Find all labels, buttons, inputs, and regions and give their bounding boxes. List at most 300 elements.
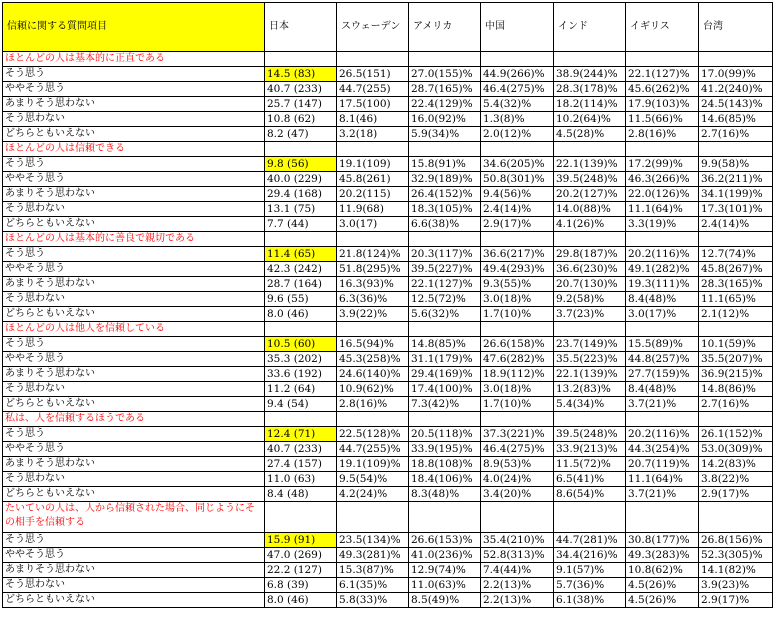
- answer-row: [3, 382, 773, 397]
- answer-row: [3, 82, 773, 97]
- empty-cell: [699, 412, 773, 427]
- value-cell: 20.2(116)%: [626, 247, 699, 262]
- value-cell: 50.8(301)%: [481, 172, 554, 187]
- value-cell: 25.7 (147): [265, 97, 337, 112]
- value-cell: 51.8(295)%: [337, 262, 409, 277]
- answer-row: [3, 67, 773, 82]
- value-cell: 36.6(217)%: [481, 247, 554, 262]
- value-cell: 33.9(195)%: [409, 442, 481, 457]
- answer-label: ややそう思う: [3, 172, 265, 187]
- answer-label: どちらともいえない: [3, 127, 265, 142]
- value-cell: 15.3(87)%: [337, 563, 409, 578]
- value-cell: 44.3(254)%: [626, 442, 699, 457]
- value-cell: 1.7(10)%: [481, 307, 554, 322]
- value-cell: 33.9(213)%: [554, 442, 626, 457]
- value-cell: 44.8(257)%: [626, 352, 699, 367]
- empty-cell: [337, 232, 409, 247]
- answer-label: あまりそう思わない: [3, 187, 265, 202]
- value-cell: 9.1(57)%: [554, 563, 626, 578]
- value-cell: 11.1(64)%: [626, 472, 699, 487]
- value-cell: 8.1(46): [337, 112, 409, 127]
- value-cell: 11.5(66)%: [626, 112, 699, 127]
- empty-cell: [265, 502, 337, 533]
- value-cell: 17.0(99)%: [699, 67, 773, 82]
- value-cell: 17.3(101)%: [699, 202, 773, 217]
- value-cell: 17.2(99)%: [626, 157, 699, 172]
- value-cell: 17.4(100)%: [409, 382, 481, 397]
- answer-label: そう思わない: [3, 472, 265, 487]
- value-cell: 11.2 (64): [265, 382, 337, 397]
- value-cell: 9.9(58)%: [699, 157, 773, 172]
- empty-cell: [409, 322, 481, 337]
- question-row: [3, 142, 773, 157]
- value-cell: 27.0(155)%: [409, 67, 481, 82]
- value-cell: 6.3(36)%: [337, 292, 409, 307]
- answer-label: そう思わない: [3, 382, 265, 397]
- value-cell: 6.5(41)%: [554, 472, 626, 487]
- empty-cell: [554, 412, 626, 427]
- value-cell: 22.1(127)%: [409, 277, 481, 292]
- highlighted-value-cell: 12.4 (71): [265, 427, 337, 442]
- value-cell: 11.9(68): [337, 202, 409, 217]
- header-country-india: インド: [554, 3, 626, 52]
- answer-label: あまりそう思わない: [3, 457, 265, 472]
- value-cell: 18.4(106)%: [409, 472, 481, 487]
- value-cell: 3.7(21)%: [626, 397, 699, 412]
- value-cell: 44.7(255): [337, 82, 409, 97]
- answer-row: [3, 472, 773, 487]
- value-cell: 39.5(248)%: [554, 172, 626, 187]
- value-cell: 31.1(179)%: [409, 352, 481, 367]
- value-cell: 10.8(62)%: [626, 563, 699, 578]
- value-cell: 34.6(205)%: [481, 157, 554, 172]
- value-cell: 44.9(266)%: [481, 67, 554, 82]
- value-cell: 16.0(92)%: [409, 112, 481, 127]
- value-cell: 33.6 (192): [265, 367, 337, 382]
- value-cell: 7.4(44)%: [481, 563, 554, 578]
- value-cell: 52.8(313)%: [481, 548, 554, 563]
- value-cell: 17.5(100): [337, 97, 409, 112]
- value-cell: 26.6(153)%: [409, 533, 481, 548]
- value-cell: 39.5(248)%: [554, 427, 626, 442]
- empty-cell: [481, 412, 554, 427]
- value-cell: 1.7(10)%: [481, 397, 554, 412]
- empty-cell: [481, 232, 554, 247]
- header-country-taiwan: 台湾: [699, 3, 773, 52]
- empty-cell: [699, 142, 773, 157]
- value-cell: 40.7 (233): [265, 82, 337, 97]
- value-cell: 40.7 (233): [265, 442, 337, 457]
- answer-label: どちらともいえない: [3, 593, 265, 608]
- answer-label: ややそう思う: [3, 352, 265, 367]
- value-cell: 2.4(14)%: [699, 217, 773, 232]
- answer-row: [3, 593, 773, 608]
- value-cell: 49.3(283)%: [626, 548, 699, 563]
- value-cell: 35.5(207)%: [699, 352, 773, 367]
- value-cell: 27.4 (157): [265, 457, 337, 472]
- value-cell: 14.8(86)%: [699, 382, 773, 397]
- empty-cell: [337, 142, 409, 157]
- empty-cell: [337, 322, 409, 337]
- answer-row: [3, 247, 773, 262]
- answer-label: そう思う: [3, 533, 265, 548]
- value-cell: 34.1(199)%: [699, 187, 773, 202]
- value-cell: 8.9(53)%: [481, 457, 554, 472]
- answer-row: [3, 442, 773, 457]
- empty-cell: [554, 142, 626, 157]
- value-cell: 11.1(65)%: [699, 292, 773, 307]
- value-cell: 14.2(83)%: [699, 457, 773, 472]
- value-cell: 41.0(236)%: [409, 548, 481, 563]
- value-cell: 24.6(140)%: [337, 367, 409, 382]
- empty-cell: [554, 52, 626, 67]
- value-cell: 9.5(54)%: [337, 472, 409, 487]
- empty-cell: [409, 232, 481, 247]
- empty-cell: [626, 322, 699, 337]
- value-cell: 14.8(85)%: [409, 337, 481, 352]
- value-cell: 26.4(152)%: [409, 187, 481, 202]
- value-cell: 7.7 (44): [265, 217, 337, 232]
- answer-label: そう思う: [3, 157, 265, 172]
- value-cell: 16.3(93)%: [337, 277, 409, 292]
- value-cell: 5.8(33)%: [337, 593, 409, 608]
- value-cell: 1.3(8)%: [481, 112, 554, 127]
- empty-cell: [337, 412, 409, 427]
- value-cell: 5.9(34)%: [409, 127, 481, 142]
- answer-label: ややそう思う: [3, 82, 265, 97]
- value-cell: 41.2(240)%: [699, 82, 773, 97]
- empty-cell: [265, 412, 337, 427]
- value-cell: 15.5(89)%: [626, 337, 699, 352]
- answer-row: [3, 202, 773, 217]
- empty-cell: [337, 502, 409, 533]
- answer-label: そう思う: [3, 67, 265, 82]
- answer-label: そう思わない: [3, 292, 265, 307]
- value-cell: 2.7(16)%: [699, 127, 773, 142]
- empty-cell: [409, 502, 481, 533]
- value-cell: 26.6(158)%: [481, 337, 554, 352]
- value-cell: 22.1(139)%: [554, 157, 626, 172]
- value-cell: 9.2(58)%: [554, 292, 626, 307]
- value-cell: 22.1(127)%: [626, 67, 699, 82]
- value-cell: 20.7(130)%: [554, 277, 626, 292]
- value-cell: 21.8(124)%: [337, 247, 409, 262]
- value-cell: 35.5(223)%: [554, 352, 626, 367]
- value-cell: 22.5(128)%: [337, 427, 409, 442]
- answer-label: あまりそう思わない: [3, 563, 265, 578]
- header-country-japan: 日本: [265, 3, 337, 52]
- value-cell: 2.2(13)%: [481, 593, 554, 608]
- value-cell: 3.4(20)%: [481, 487, 554, 502]
- question-row: [3, 232, 773, 247]
- empty-cell: [699, 232, 773, 247]
- answer-row: [3, 217, 773, 232]
- value-cell: 52.3(305)%: [699, 548, 773, 563]
- header-row: [3, 3, 773, 52]
- answer-label: そう思わない: [3, 578, 265, 593]
- answer-row: [3, 548, 773, 563]
- value-cell: 3.0(17)%: [626, 307, 699, 322]
- question-text: たいていの人は、人から信頼された場合、同じようにその相手を信頼する: [3, 502, 265, 533]
- value-cell: 53.0(309)%: [699, 442, 773, 457]
- value-cell: 8.6(54)%: [554, 487, 626, 502]
- value-cell: 38.9(244)%: [554, 67, 626, 82]
- value-cell: 12.9(74)%: [409, 563, 481, 578]
- header-country-uk: イギリス: [626, 3, 699, 52]
- answer-row: [3, 457, 773, 472]
- value-cell: 23.5(134)%: [337, 533, 409, 548]
- value-cell: 36.6(230)%: [554, 262, 626, 277]
- value-cell: 30.8(177)%: [626, 533, 699, 548]
- value-cell: 4.5(26)%: [626, 578, 699, 593]
- empty-cell: [265, 142, 337, 157]
- value-cell: 18.3(105)%: [409, 202, 481, 217]
- value-cell: 20.3(117)%: [409, 247, 481, 262]
- value-cell: 44.7(281)%: [554, 533, 626, 548]
- header-question-label: 信頼に関する質問項目: [3, 3, 265, 52]
- answer-label: どちらともいえない: [3, 487, 265, 502]
- table-body: [3, 52, 773, 608]
- highlighted-value-cell: 15.9 (91): [265, 533, 337, 548]
- value-cell: 2.8(16)%: [337, 397, 409, 412]
- answer-row: [3, 367, 773, 382]
- value-cell: 10.1(59)%: [699, 337, 773, 352]
- value-cell: 19.1(109): [337, 157, 409, 172]
- answer-row: [3, 533, 773, 548]
- empty-cell: [554, 232, 626, 247]
- value-cell: 6.1(35)%: [337, 578, 409, 593]
- value-cell: 20.7(119)%: [626, 457, 699, 472]
- value-cell: 7.3(42)%: [409, 397, 481, 412]
- value-cell: 34.4(216)%: [554, 548, 626, 563]
- question-text: ほとんどの人は基本的に善良で親切である: [3, 232, 265, 247]
- value-cell: 5.4(34)%: [554, 397, 626, 412]
- value-cell: 49.4(293)%: [481, 262, 554, 277]
- value-cell: 11.0 (63): [265, 472, 337, 487]
- answer-row: [3, 563, 773, 578]
- value-cell: 16.5(94)%: [337, 337, 409, 352]
- value-cell: 13.2(83)%: [554, 382, 626, 397]
- answer-row: [3, 187, 773, 202]
- value-cell: 2.1(12)%: [699, 307, 773, 322]
- value-cell: 19.1(109)%: [337, 457, 409, 472]
- value-cell: 8.4(48)%: [626, 382, 699, 397]
- question-text: ほとんどの人は基本的に正直である: [3, 52, 265, 67]
- value-cell: 37.3(221)%: [481, 427, 554, 442]
- value-cell: 45.8(267)%: [699, 262, 773, 277]
- value-cell: 6.8 (39): [265, 578, 337, 593]
- answer-row: [3, 262, 773, 277]
- value-cell: 2.9(17)%: [481, 217, 554, 232]
- value-cell: 22.0(126)%: [626, 187, 699, 202]
- answer-label: そう思う: [3, 247, 265, 262]
- empty-cell: [265, 52, 337, 67]
- answer-label: そう思う: [3, 427, 265, 442]
- empty-cell: [626, 502, 699, 533]
- value-cell: 26.5(151): [337, 67, 409, 82]
- answer-label: ややそう思う: [3, 262, 265, 277]
- value-cell: 10.9(62)%: [337, 382, 409, 397]
- answer-row: [3, 277, 773, 292]
- value-cell: 8.4(48)%: [626, 292, 699, 307]
- value-cell: 14.1(82)%: [699, 563, 773, 578]
- value-cell: 26.8(156)%: [699, 533, 773, 548]
- value-cell: 4.5(28)%: [554, 127, 626, 142]
- value-cell: 9.3(55)%: [481, 277, 554, 292]
- value-cell: 8.4 (48): [265, 487, 337, 502]
- empty-cell: [481, 502, 554, 533]
- value-cell: 46.4(275)%: [481, 442, 554, 457]
- answer-row: [3, 157, 773, 172]
- value-cell: 8.3(48)%: [409, 487, 481, 502]
- header-country-china: 中国: [481, 3, 554, 52]
- value-cell: 4.1(26)%: [554, 217, 626, 232]
- value-cell: 47.6(282)%: [481, 352, 554, 367]
- value-cell: 26.1(152)%: [699, 427, 773, 442]
- answer-row: [3, 337, 773, 352]
- answer-label: そう思わない: [3, 112, 265, 127]
- value-cell: 29.4 (168): [265, 187, 337, 202]
- empty-cell: [481, 142, 554, 157]
- value-cell: 2.8(16)%: [626, 127, 699, 142]
- answer-row: [3, 397, 773, 412]
- answer-label: あまりそう思わない: [3, 367, 265, 382]
- answer-row: [3, 112, 773, 127]
- empty-cell: [626, 52, 699, 67]
- empty-cell: [626, 412, 699, 427]
- value-cell: 42.3 (242): [265, 262, 337, 277]
- value-cell: 35.3 (202): [265, 352, 337, 367]
- value-cell: 20.2(115): [337, 187, 409, 202]
- question-text: 私は、人を信頼するほうである: [3, 412, 265, 427]
- value-cell: 3.2(18): [337, 127, 409, 142]
- value-cell: 3.3(19)%: [626, 217, 699, 232]
- value-cell: 18.9(112)%: [481, 367, 554, 382]
- value-cell: 2.0(12)%: [481, 127, 554, 142]
- question-text: ほとんどの人は信頼できる: [3, 142, 265, 157]
- value-cell: 4.0(24)%: [481, 472, 554, 487]
- header-country-sweden: スウェーデン: [337, 3, 409, 52]
- value-cell: 3.7(23)%: [554, 307, 626, 322]
- value-cell: 39.5(227)%: [409, 262, 481, 277]
- answer-label: そう思わない: [3, 202, 265, 217]
- value-cell: 19.3(111)%: [626, 277, 699, 292]
- value-cell: 10.2(64)%: [554, 112, 626, 127]
- highlighted-value-cell: 10.5 (60): [265, 337, 337, 352]
- answer-row: [3, 427, 773, 442]
- question-text: ほとんどの人は他人を信頼している: [3, 322, 265, 337]
- empty-cell: [409, 412, 481, 427]
- value-cell: 22.2 (127): [265, 563, 337, 578]
- value-cell: 20.2(116)%: [626, 427, 699, 442]
- empty-cell: [265, 232, 337, 247]
- value-cell: 18.2(114)%: [554, 97, 626, 112]
- value-cell: 13.1 (75): [265, 202, 337, 217]
- value-cell: 12.5(72)%: [409, 292, 481, 307]
- value-cell: 20.5(118)%: [409, 427, 481, 442]
- empty-cell: [265, 322, 337, 337]
- value-cell: 9.4(56)%: [481, 187, 554, 202]
- answer-label: ややそう思う: [3, 548, 265, 563]
- answer-row: [3, 292, 773, 307]
- value-cell: 3.9(22)%: [337, 307, 409, 322]
- empty-cell: [699, 322, 773, 337]
- value-cell: 45.6(262)%: [626, 82, 699, 97]
- empty-cell: [481, 322, 554, 337]
- value-cell: 49.3(281)%: [337, 548, 409, 563]
- value-cell: 3.9(23)%: [699, 578, 773, 593]
- value-cell: 32.9(189)%: [409, 172, 481, 187]
- value-cell: 28.7 (164): [265, 277, 337, 292]
- value-cell: 45.8(261): [337, 172, 409, 187]
- value-cell: 18.8(108)%: [409, 457, 481, 472]
- value-cell: 8.5(49)%: [409, 593, 481, 608]
- empty-cell: [337, 52, 409, 67]
- answer-row: [3, 578, 773, 593]
- answer-row: [3, 487, 773, 502]
- value-cell: 9.4 (54): [265, 397, 337, 412]
- value-cell: 28.7(165)%: [409, 82, 481, 97]
- value-cell: 3.0(18)%: [481, 292, 554, 307]
- highlighted-value-cell: 11.4 (65): [265, 247, 337, 262]
- empty-cell: [481, 52, 554, 67]
- highlighted-value-cell: 9.8 (56): [265, 157, 337, 172]
- question-row: [3, 502, 773, 533]
- empty-cell: [626, 232, 699, 247]
- value-cell: 28.3(165)%: [699, 277, 773, 292]
- empty-cell: [554, 502, 626, 533]
- value-cell: 2.9(17)%: [699, 487, 773, 502]
- value-cell: 11.5(72)%: [554, 457, 626, 472]
- value-cell: 3.0(17): [337, 217, 409, 232]
- value-cell: 8.2 (47): [265, 127, 337, 142]
- value-cell: 20.2(127)%: [554, 187, 626, 202]
- answer-label: どちらともいえない: [3, 217, 265, 232]
- value-cell: 2.4(14)%: [481, 202, 554, 217]
- value-cell: 2.9(17)%: [699, 593, 773, 608]
- empty-cell: [699, 502, 773, 533]
- value-cell: 8.0 (46): [265, 593, 337, 608]
- value-cell: 45.3(258)%: [337, 352, 409, 367]
- answer-label: そう思う: [3, 337, 265, 352]
- value-cell: 2.2(13)%: [481, 578, 554, 593]
- value-cell: 29.8(187)%: [554, 247, 626, 262]
- answer-row: [3, 127, 773, 142]
- empty-cell: [699, 52, 773, 67]
- value-cell: 44.7(255)%: [337, 442, 409, 457]
- value-cell: 47.0 (269): [265, 548, 337, 563]
- answer-row: [3, 352, 773, 367]
- value-cell: 27.7(159)%: [626, 367, 699, 382]
- value-cell: 4.2(24)%: [337, 487, 409, 502]
- header-country-usa: アメリカ: [409, 3, 481, 52]
- value-cell: 28.3(178)%: [554, 82, 626, 97]
- value-cell: 15.8(91)%: [409, 157, 481, 172]
- value-cell: 10.8 (62): [265, 112, 337, 127]
- value-cell: 46.3(266)%: [626, 172, 699, 187]
- trust-survey-table: [2, 2, 773, 608]
- value-cell: 3.7(21)%: [626, 487, 699, 502]
- answer-label: あまりそう思わない: [3, 277, 265, 292]
- value-cell: 49.1(282)%: [626, 262, 699, 277]
- value-cell: 14.0(88)%: [554, 202, 626, 217]
- value-cell: 9.6 (55): [265, 292, 337, 307]
- value-cell: 12.7(74)%: [699, 247, 773, 262]
- answer-row: [3, 172, 773, 187]
- value-cell: 6.1(38)%: [554, 593, 626, 608]
- value-cell: 22.1(139)%: [554, 367, 626, 382]
- answer-label: あまりそう思わない: [3, 97, 265, 112]
